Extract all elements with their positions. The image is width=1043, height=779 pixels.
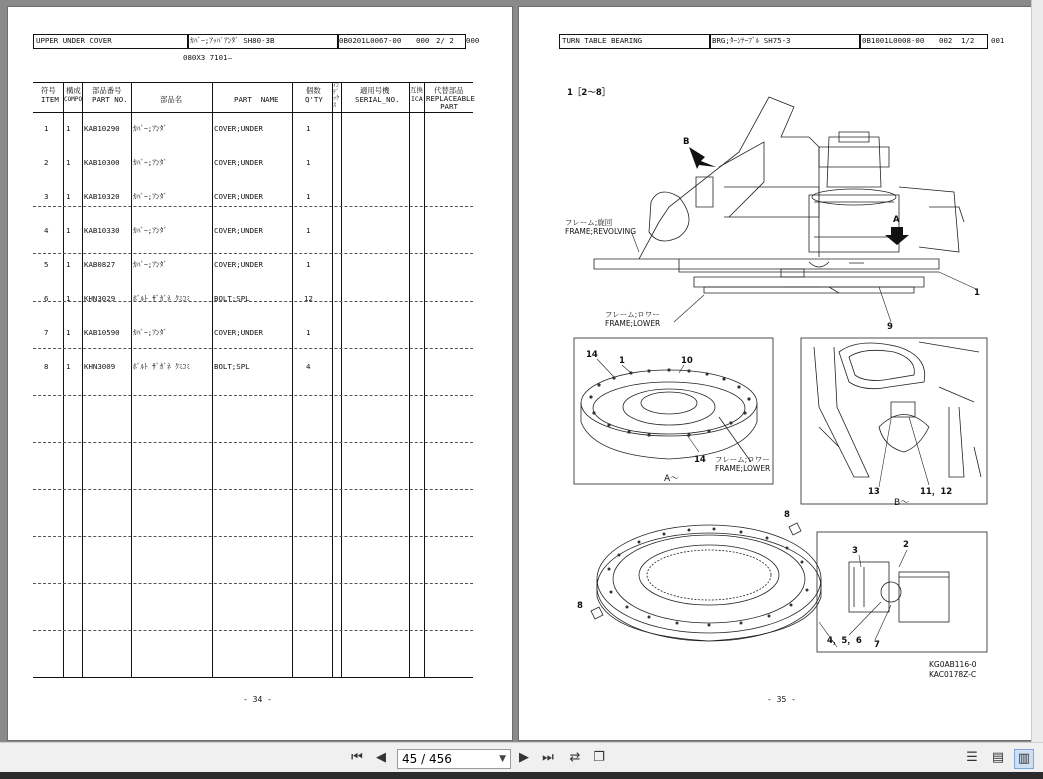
fit-page-icon[interactable]: ⇄ <box>569 750 581 765</box>
cell-compo: 1 <box>66 362 71 371</box>
cell-item: 3 <box>44 192 49 201</box>
vertical-scrollbar[interactable] <box>1031 0 1043 742</box>
cell-part-name: COVER;UNDER <box>214 328 263 337</box>
col-header-replace-jp: 代替部品 <box>434 86 464 95</box>
col-header-ica-en: ICA <box>411 95 423 103</box>
row-group-separator <box>33 442 473 443</box>
table-row <box>8 149 311 176</box>
cell-compo: 1 <box>66 124 71 133</box>
continuous-view-icon[interactable]: ▤ <box>991 750 1005 765</box>
cell-part-no: KAB10320 <box>84 192 120 201</box>
cell-compo: 1 <box>66 226 71 235</box>
last-page-icon[interactable]: ⏭ <box>542 750 554 765</box>
col-header-namejp: 部品名 <box>160 95 183 104</box>
cell-name-jp: ｶﾊﾞｰ;ｱﾝﾀﾞ <box>133 260 168 269</box>
parts-rows <box>8 115 313 371</box>
chevron-down-icon[interactable]: ▼ <box>499 754 506 764</box>
row-group-separator <box>33 583 473 584</box>
col-header-item-en: ITEM <box>41 95 59 104</box>
cell-part-name: COVER;UNDER <box>214 192 263 201</box>
col-divider <box>341 82 342 677</box>
cell-item: 6 <box>44 294 49 303</box>
cell-compo: 1 <box>66 294 71 303</box>
cell-item: 4 <box>44 226 49 235</box>
model-code: 080X3 7101— <box>183 53 232 62</box>
left-header-code: 0B0201L0067-00 <box>339 36 402 45</box>
right-page-number: - 35 - <box>767 695 796 704</box>
label-code-1: KG0AB116-0 <box>929 660 977 669</box>
cell-qty: 1 <box>306 158 311 167</box>
row-group-separator <box>33 395 473 396</box>
col-header-qty-en: Q'TY <box>305 95 323 104</box>
label-frame-rev-en: FRAME;REVOLVING <box>565 227 637 236</box>
table-bottom-line <box>33 677 473 678</box>
row-group-separator <box>33 489 473 490</box>
arrow-a-icon <box>885 227 909 245</box>
label-callout-7: 7 <box>874 640 880 650</box>
right-header-rev: 002 <box>939 36 953 45</box>
cell-compo: 1 <box>66 158 71 167</box>
label-callout-1b: 1 <box>619 356 625 366</box>
cell-qty: 4 <box>306 362 311 371</box>
table-row <box>8 353 311 380</box>
cell-part-no: KAB10300 <box>84 158 120 167</box>
col-divider <box>332 82 333 677</box>
cell-name-jp: ｶﾊﾞｰ;ｱﾝﾀﾞ <box>133 124 168 133</box>
cell-name-jp: ｶﾊﾞｰ;ｱﾝﾀﾞ <box>133 192 168 201</box>
table-row <box>8 183 311 210</box>
label-callout-3: 3 <box>852 546 858 556</box>
range-label: 1［2～8］ <box>567 88 611 98</box>
label-frame-low-a-en: FRAME;LOWER <box>715 464 771 473</box>
table-row <box>8 319 311 346</box>
label-callout-13: 13 <box>868 487 880 497</box>
cell-part-name: COVER;UNDER <box>214 226 263 235</box>
cell-part-no: KHN3029 <box>84 294 116 303</box>
label-callout-4-5-6: 4，5，6 <box>827 636 862 646</box>
label-callout-14a: 14 <box>586 350 598 360</box>
page-indicator: 45 / 456 <box>402 752 452 766</box>
row-group-separator <box>33 348 473 349</box>
col-divider <box>82 82 83 677</box>
cell-item: 5 <box>44 260 49 269</box>
right-header-title: TURN TABLE BEARING <box>562 36 643 45</box>
single-page-view-icon[interactable]: ☰ <box>966 750 978 765</box>
page-number-input[interactable] <box>397 749 511 769</box>
label-frame-low-en: FRAME;LOWER <box>605 319 661 328</box>
row-group-separator <box>33 630 473 631</box>
table-row <box>8 115 311 142</box>
label-frame-rev-jp: フレーム;旋回 <box>565 218 613 227</box>
prev-page-icon[interactable]: ◀ <box>376 750 386 765</box>
cell-qty: 1 <box>306 260 311 269</box>
cell-qty: 12 <box>304 294 313 303</box>
cell-item: 8 <box>44 362 49 371</box>
label-view-b: B～ <box>894 498 910 508</box>
col-header-item-jp: 符号 <box>41 86 56 95</box>
cell-part-name: COVER;UNDER <box>214 260 263 269</box>
col-header-serial-en: SERIAL_NO. <box>355 95 400 104</box>
left-header-rev: 000 <box>416 36 430 45</box>
table-row <box>8 217 311 244</box>
row-group-separator <box>33 536 473 537</box>
cell-compo: 1 <box>66 328 71 337</box>
row-group-separator <box>33 301 473 302</box>
label-frame-low-a-jp: フレーム;ロワー <box>715 455 770 464</box>
col-header-compo-jp: 構成 <box>66 86 81 95</box>
status-bar <box>0 772 1043 779</box>
cell-qty: 1 <box>306 124 311 133</box>
label-callout-1: 1 <box>974 288 980 298</box>
col-divider <box>131 82 132 677</box>
cell-part-no: KAB10290 <box>84 124 120 133</box>
label-callout-9: 9 <box>887 322 893 332</box>
left-header-suffix: 000 <box>466 36 480 45</box>
cell-compo: 1 <box>66 260 71 269</box>
cell-part-name: COVER;UNDER <box>214 158 263 167</box>
col-header-serial-jp: 適用号機 <box>360 86 390 95</box>
label-code-2: KAC0178Z-C <box>929 670 977 679</box>
table-header-line <box>33 112 473 113</box>
cell-name-jp: ｶﾊﾞｰ;ｱﾝﾀﾞ <box>133 158 168 167</box>
label-callout-11-12: 11，12 <box>920 487 953 497</box>
arrow-b-icon <box>689 147 716 169</box>
table-row <box>8 285 313 312</box>
label-callout-8a: 8 <box>784 510 790 520</box>
col-divider <box>63 82 64 677</box>
right-page <box>518 6 1034 741</box>
col-divider <box>424 82 425 677</box>
left-page-number: - 34 - <box>243 695 272 704</box>
parts-diagram <box>519 7 1033 740</box>
first-page-icon[interactable]: ⏮ <box>351 750 363 765</box>
left-page <box>7 6 513 741</box>
col-divider <box>292 82 293 677</box>
copy-page-icon[interactable]: ❐ <box>593 750 605 765</box>
label-callout-8b: 8 <box>577 601 583 611</box>
left-header-page: 2/ 2 <box>436 36 454 45</box>
col-divider <box>212 82 213 677</box>
right-header-code: 0B1001L0008-00 <box>862 36 925 45</box>
col-header-replace-en: REPLACEABLE PART <box>426 94 475 111</box>
left-header-name: ｶﾊﾞｰ;ｱｯﾊﾟｱﾝﾀﾞ SH80-3B <box>190 36 275 45</box>
label-frame-low-jp: フレーム;ロワー <box>605 310 660 319</box>
cell-name-jp: ｶﾊﾞｰ;ｱﾝﾀﾞ <box>133 226 168 235</box>
table-row <box>8 251 311 278</box>
cell-qty: 1 <box>306 192 311 201</box>
cell-part-no: KAB10330 <box>84 226 120 235</box>
left-header-title: UPPER UNDER COVER <box>36 36 112 45</box>
row-group-separator <box>33 206 473 207</box>
label-callout-2: 2 <box>903 540 909 550</box>
col-header-qty-jp: 個数 <box>306 86 321 95</box>
cell-qty: 1 <box>306 226 311 235</box>
label-arrow-b: B <box>683 137 690 147</box>
right-header-name: BRG;ﾀｰﾝﾃｰﾌﾞﾙ SH75-3 <box>712 36 791 45</box>
cell-compo: 1 <box>66 192 71 201</box>
cell-item: 7 <box>44 328 49 337</box>
label-arrow-a: A <box>893 215 900 225</box>
cell-name-jp: ｶﾊﾞｰ;ｱﾝﾀﾞ <box>133 328 168 337</box>
cell-part-no: KHN3009 <box>84 362 116 371</box>
cell-part-name: COVER;UNDER <box>214 124 263 133</box>
right-header-page: 1/2 <box>961 36 975 45</box>
col-header-partno-en: PART NO. <box>92 95 128 104</box>
cell-part-name: BOLT;SPL <box>214 362 250 371</box>
cell-part-no: KAB0827 <box>84 260 116 269</box>
label-callout-14b: 14 <box>694 455 706 465</box>
next-page-icon[interactable]: ▶ <box>519 750 529 765</box>
col-divider <box>409 82 410 677</box>
label-view-a: A～ <box>664 474 680 484</box>
row-group-separator <box>33 253 473 254</box>
col-header-compo-en: COMPO <box>64 96 83 103</box>
right-header-suffix: 001 <box>991 36 1005 45</box>
cell-item: 1 <box>44 124 49 133</box>
cell-item: 2 <box>44 158 49 167</box>
cell-qty: 1 <box>306 328 311 337</box>
cell-name-jp: ﾎﾞﾙﾄ ｻﾞｶﾞﾈ ｸﾐｺﾐ <box>133 294 190 303</box>
col-header-ica-jp: 互換 <box>410 86 423 94</box>
cell-part-name: BOLT;SPL <box>214 294 250 303</box>
viewer-toolbar <box>0 742 1043 773</box>
cell-part-no: KAB10590 <box>84 328 120 337</box>
col-header-partno-jp: 部品番号 <box>92 86 122 95</box>
col-header-index: ｲﾝﾃﾞｯｸｽ <box>333 82 340 109</box>
two-page-view-icon[interactable]: ▥ <box>1014 749 1034 769</box>
cell-name-jp: ﾎﾞﾙﾄ ｻﾞｶﾞﾈ ｸﾐｺﾐ <box>133 362 190 371</box>
table-top-line <box>33 82 473 83</box>
label-callout-10: 10 <box>681 356 693 366</box>
col-header-partname: PART NAME <box>234 95 279 104</box>
